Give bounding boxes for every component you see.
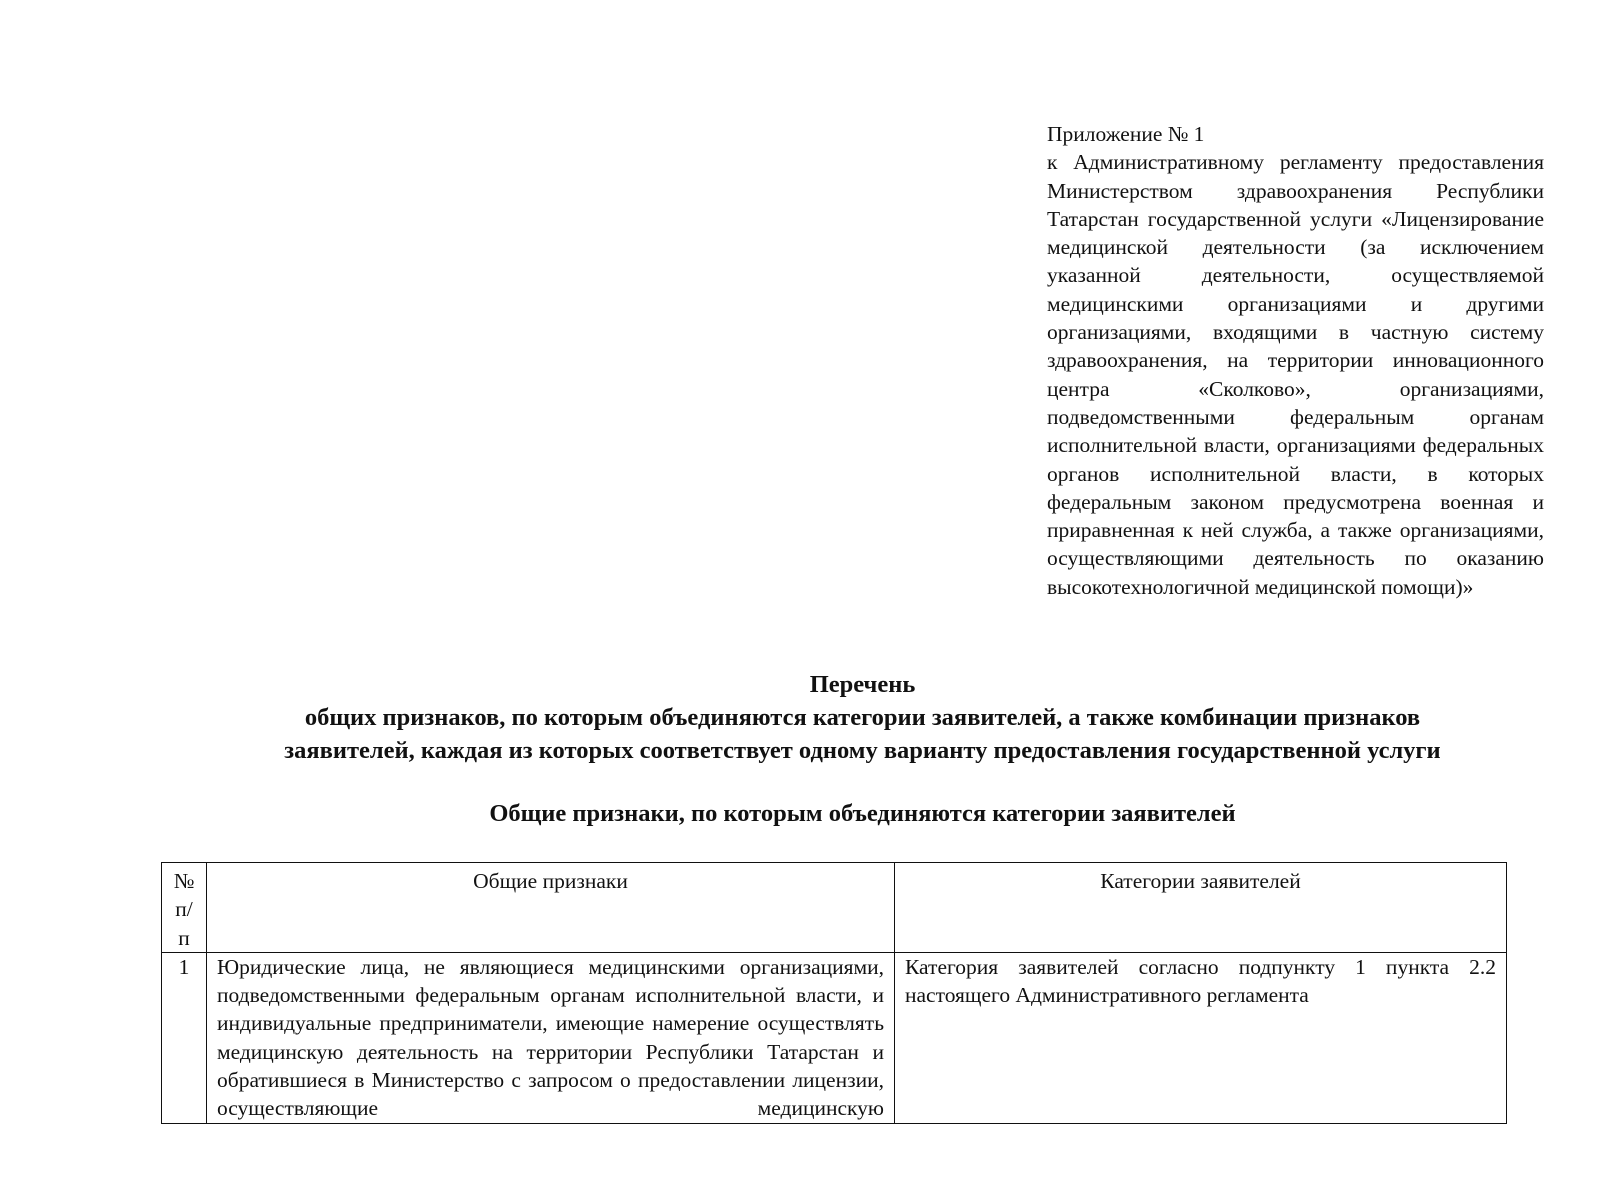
row-common-signs: Юридические лица, не являющиеся медицинскими организациями, подведомственными федеральным органам исполнительной власти, и индивидуальные предприниматели, имеющие намерение осуществлять медицинскую деятельность на территории Республики Татарстан и обратившиеся в Министерство с запросом о предоставлении лицензии, осуществляющие медицинскую bbox=[207, 952, 895, 1123]
header-common-signs: Общие признаки bbox=[207, 863, 895, 953]
section-subtitle bbox=[160, 797, 1565, 830]
appendix-block bbox=[1047, 120, 1544, 601]
header-number-line-1: № bbox=[173, 869, 195, 893]
title-line-3: заявителей, каждая из которых соответствует одному варианту предоставления государственной услуги bbox=[284, 737, 1441, 764]
section-subtitle-text: Общие признаки, по которым объединяются категории заявителей bbox=[489, 800, 1236, 827]
table-row bbox=[162, 952, 1507, 1123]
header-number-line-2: п/п bbox=[175, 897, 193, 950]
title-line-1: Перечень bbox=[809, 671, 916, 698]
header-applicant-categories: Категории заявителей bbox=[895, 863, 1507, 953]
title-line-2: общих признаков, по которым объединяются категории заявителей, а также комбинации признаков bbox=[304, 704, 1421, 731]
header-number bbox=[162, 863, 207, 953]
row-number: 1 bbox=[162, 952, 207, 1123]
appendix-body: к Административному регламенту предоставления Министерством здравоохранения Республики Татарстан государственной услуги «Лицензирование медицинской деятельности (за исключением указанной деятельности, осуществляемой медицинскими организациями и другими организациями, входящими в частную систему здравоохранения, на территории инновационного центра «Сколково», организациями, подведомственными федеральным органам исполнительной власти, организациями федеральных органов исполнительной власти, в которых федеральным законом предусмотрена военная и приравненная к ней служба, а также организациями, осуществляющими деятельность по оказанию высокотехнологичной медицинской помощи)» bbox=[1047, 150, 1544, 599]
row-applicant-category: Категория заявителей согласно подпункту 1 пункта 2.2 настоящего Административного регламента bbox=[895, 952, 1507, 1123]
appendix-number: Приложение № 1 bbox=[1047, 122, 1205, 146]
document-title bbox=[160, 668, 1565, 767]
table-header-row bbox=[162, 863, 1507, 953]
criteria-table bbox=[161, 862, 1507, 1124]
